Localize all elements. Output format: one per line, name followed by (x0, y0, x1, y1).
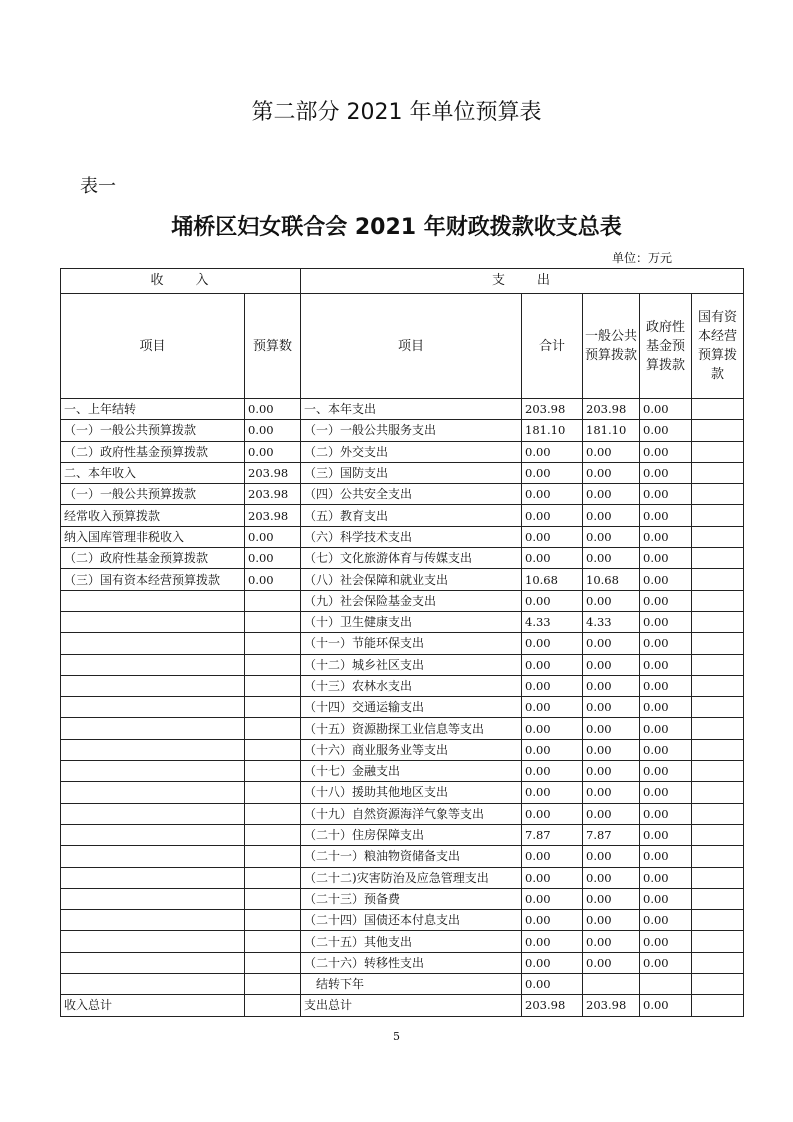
income-budget-header: 预算数 (245, 294, 301, 399)
table-row (61, 420, 744, 441)
income-item-cell (61, 718, 245, 739)
income-item-cell: （二）政府性基金预算拨款 (61, 441, 245, 462)
unit-label: 单位：万元 (612, 251, 673, 265)
general-public-cell: 0.00 (583, 462, 640, 483)
expense-group-header: 支 出 (301, 269, 744, 294)
income-budget-cell (245, 739, 301, 760)
state-capital-cell (692, 931, 744, 952)
table-row (61, 739, 744, 760)
income-item-cell (61, 739, 245, 760)
state-capital-cell (692, 675, 744, 696)
total-cell: 0.00 (522, 888, 583, 909)
total-cell: 0.00 (522, 675, 583, 696)
expense-item-header: 项目 (301, 294, 522, 399)
table-row (61, 505, 744, 526)
gov-fund-cell: 0.00 (640, 697, 692, 718)
total-cell: 0.00 (522, 697, 583, 718)
state-capital-cell (692, 633, 744, 654)
general-public-cell: 0.00 (583, 441, 640, 462)
gov-fund-cell: 0.00 (640, 548, 692, 569)
gov-fund-cell: 0.00 (640, 739, 692, 760)
table-row (61, 803, 744, 824)
total-cell: 0.00 (522, 782, 583, 803)
general-public-cell: 0.00 (583, 803, 640, 824)
expense-item-cell: （二十六）转移性支出 (301, 952, 522, 973)
general-public-cell: 0.00 (583, 505, 640, 526)
total-cell: 203.98 (522, 399, 583, 420)
expense-item-cell: （二十一）粮油物资储备支出 (301, 846, 522, 867)
expense-item-cell: （十）卫生健康支出 (301, 611, 522, 632)
expense-item-cell: （十四）交通运输支出 (301, 697, 522, 718)
general-public-cell: 0.00 (583, 526, 640, 547)
state-capital-cell (692, 739, 744, 760)
state-capital-cell (692, 569, 744, 590)
gov-fund-cell: 0.00 (640, 654, 692, 675)
expense-item-cell: （十七）金融支出 (301, 761, 522, 782)
total-cell: 0.00 (522, 505, 583, 526)
general-public-cell: 0.00 (583, 718, 640, 739)
state-capital-cell (692, 548, 744, 569)
expense-item-cell: （二十二)灾害防治及应急管理支出 (301, 867, 522, 888)
total-cell: 0.00 (522, 761, 583, 782)
gov-fund-cell: 0.00 (640, 888, 692, 909)
table-label: 表一 (80, 176, 116, 197)
income-item-cell (61, 888, 245, 909)
income-budget-cell (245, 952, 301, 973)
gov-fund-cell: 0.00 (640, 633, 692, 654)
table-row (61, 931, 744, 952)
gov-fund-cell: 0.00 (640, 505, 692, 526)
total-cell: 0.00 (522, 910, 583, 931)
gov-fund-cell: 0.00 (640, 867, 692, 888)
state-capital-cell (692, 399, 744, 420)
income-item-cell (61, 611, 245, 632)
gov-fund-cell: 0.00 (640, 803, 692, 824)
income-budget-cell (245, 931, 301, 952)
gov-fund-cell: 0.00 (640, 590, 692, 611)
income-budget-cell: 0.00 (245, 441, 301, 462)
table-row (61, 697, 744, 718)
table-row (61, 974, 744, 995)
income-item-cell (61, 867, 245, 888)
income-budget-cell (245, 974, 301, 995)
income-budget-cell: 203.98 (245, 484, 301, 505)
income-budget-cell: 203.98 (245, 505, 301, 526)
expense-item-cell: （十五）资源勘探工业信息等支出 (301, 718, 522, 739)
gov-fund-cell: 0.00 (640, 995, 692, 1016)
income-item-cell (61, 590, 245, 611)
total-cell: 0.00 (522, 803, 583, 824)
expense-item-cell: 支出总计 (301, 995, 522, 1016)
income-item-cell: 二、本年收入 (61, 462, 245, 483)
income-budget-cell (245, 590, 301, 611)
table-row (61, 888, 744, 909)
part-title: 第二部分 2021 年单位预算表 (251, 100, 542, 125)
income-budget-cell (245, 782, 301, 803)
general-public-cell: 181.10 (583, 420, 640, 441)
income-item-cell (61, 931, 245, 952)
state-capital-cell (692, 761, 744, 782)
table-row (61, 761, 744, 782)
general-public-cell: 10.68 (583, 569, 640, 590)
table-row (61, 633, 744, 654)
state-capital-cell (692, 526, 744, 547)
table-title: 埇桥区妇女联合会 2021 年财政拨款收支总表 (171, 215, 622, 240)
table-row (61, 654, 744, 675)
expense-item-cell: （八）社会保障和就业支出 (301, 569, 522, 590)
state-capital-cell (692, 824, 744, 845)
page-number: 5 (393, 1030, 400, 1043)
state-capital-cell (692, 888, 744, 909)
total-cell: 7.87 (522, 824, 583, 845)
general-public-cell: 203.98 (583, 995, 640, 1016)
state-capital-cell (692, 611, 744, 632)
income-budget-cell: 0.00 (245, 569, 301, 590)
table-row (61, 867, 744, 888)
total-cell: 4.33 (522, 611, 583, 632)
total-cell: 0.00 (522, 548, 583, 569)
state-capital-cell (692, 803, 744, 824)
general-public-cell: 0.00 (583, 548, 640, 569)
state-capital-cell (692, 974, 744, 995)
total-cell: 0.00 (522, 867, 583, 888)
income-budget-cell (245, 910, 301, 931)
total-cell: 0.00 (522, 484, 583, 505)
state-capital-cell (692, 782, 744, 803)
gov-fund-cell (640, 974, 692, 995)
gov-fund-cell: 0.00 (640, 846, 692, 867)
state-capital-cell (692, 995, 744, 1016)
gov-fund-cell: 0.00 (640, 484, 692, 505)
table-row (61, 846, 744, 867)
general-public-cell: 0.00 (583, 633, 640, 654)
income-budget-cell (245, 803, 301, 824)
total-cell: 0.00 (522, 654, 583, 675)
gov-fund-cell: 0.00 (640, 952, 692, 973)
income-budget-cell (245, 611, 301, 632)
table-row (61, 569, 744, 590)
gov-fund-cell: 0.00 (640, 569, 692, 590)
income-budget-cell (245, 846, 301, 867)
expense-item-cell: （二十）住房保障支出 (301, 824, 522, 845)
expense-item-cell: （十一）节能环保支出 (301, 633, 522, 654)
expense-item-cell: （二）外交支出 (301, 441, 522, 462)
gov-fund-cell: 0.00 (640, 824, 692, 845)
income-budget-cell: 203.98 (245, 462, 301, 483)
income-item-cell: （二）政府性基金预算拨款 (61, 548, 245, 569)
income-item-cell: 经常收入预算拨款 (61, 505, 245, 526)
expense-item-cell: （十三）农林水支出 (301, 675, 522, 696)
total-cell: 0.00 (522, 974, 583, 995)
total-header: 合计 (522, 294, 583, 399)
expense-item-cell: （三）国防支出 (301, 462, 522, 483)
gov-fund-cell: 0.00 (640, 441, 692, 462)
gov-fund-cell: 0.00 (640, 718, 692, 739)
state-capital-cell (692, 441, 744, 462)
table-row (61, 952, 744, 973)
general-public-cell: 0.00 (583, 761, 640, 782)
gov-fund-header: 政府性基金预算拨款 (640, 294, 692, 399)
budget-table (60, 268, 744, 1017)
gov-fund-cell: 0.00 (640, 761, 692, 782)
income-item-cell: 收入总计 (61, 995, 245, 1016)
income-budget-cell (245, 697, 301, 718)
state-capital-header: 国有资本经营预算拨款 (692, 294, 744, 399)
general-public-cell: 203.98 (583, 399, 640, 420)
general-public-cell: 0.00 (583, 675, 640, 696)
income-group-header: 收 入 (61, 269, 301, 294)
income-item-cell (61, 824, 245, 845)
total-cell: 203.98 (522, 995, 583, 1016)
table-row (61, 590, 744, 611)
state-capital-cell (692, 867, 744, 888)
income-item-cell (61, 697, 245, 718)
expense-item-cell: （五）教育支出 (301, 505, 522, 526)
gov-fund-cell: 0.00 (640, 420, 692, 441)
general-public-cell: 0.00 (583, 888, 640, 909)
general-public-cell: 0.00 (583, 952, 640, 973)
gov-fund-cell: 0.00 (640, 611, 692, 632)
total-cell: 0.00 (522, 718, 583, 739)
header-group-row (61, 269, 744, 294)
expense-item-cell: （六）科学技术支出 (301, 526, 522, 547)
income-item-cell (61, 910, 245, 931)
general-public-cell: 0.00 (583, 484, 640, 505)
table-row (61, 526, 744, 547)
header-column-row (61, 294, 744, 399)
table-row (61, 675, 744, 696)
state-capital-cell (692, 910, 744, 931)
total-cell: 0.00 (522, 952, 583, 973)
general-public-cell: 0.00 (583, 590, 640, 611)
income-item-cell (61, 654, 245, 675)
income-budget-cell (245, 718, 301, 739)
table-row (61, 399, 744, 420)
income-item-cell (61, 633, 245, 654)
expense-item-cell: 一、本年支出 (301, 399, 522, 420)
expense-item-cell: 结转下年 (301, 974, 522, 995)
expense-item-cell: （七）文化旅游体育与传媒支出 (301, 548, 522, 569)
income-item-cell: 纳入国库管理非税收入 (61, 526, 245, 547)
table-row (61, 441, 744, 462)
general-public-cell: 0.00 (583, 846, 640, 867)
income-item-cell: （一）一般公共预算拨款 (61, 484, 245, 505)
income-budget-cell (245, 824, 301, 845)
gov-fund-cell: 0.00 (640, 675, 692, 696)
income-item-cell (61, 782, 245, 803)
expense-item-cell: （四）公共安全支出 (301, 484, 522, 505)
table-row (61, 548, 744, 569)
gov-fund-cell: 0.00 (640, 931, 692, 952)
gov-fund-cell: 0.00 (640, 910, 692, 931)
income-budget-cell (245, 867, 301, 888)
general-public-cell: 0.00 (583, 782, 640, 803)
general-public-cell: 0.00 (583, 654, 640, 675)
total-cell: 0.00 (522, 526, 583, 547)
general-public-cell: 0.00 (583, 910, 640, 931)
general-public-cell: 0.00 (583, 931, 640, 952)
general-public-cell: 4.33 (583, 611, 640, 632)
table-row (61, 718, 744, 739)
income-budget-cell (245, 675, 301, 696)
total-cell: 0.00 (522, 739, 583, 760)
general-public-header: 一般公共预算拨款 (583, 294, 640, 399)
income-item-cell: 一、上年结转 (61, 399, 245, 420)
table-row (61, 611, 744, 632)
income-budget-cell (245, 654, 301, 675)
general-public-cell: 0.00 (583, 739, 640, 760)
total-cell: 0.00 (522, 590, 583, 611)
income-item-cell (61, 846, 245, 867)
expense-item-cell: （十八）援助其他地区支出 (301, 782, 522, 803)
expense-item-cell: （十六）商业服务业等支出 (301, 739, 522, 760)
gov-fund-cell: 0.00 (640, 526, 692, 547)
income-item-cell (61, 761, 245, 782)
total-cell: 181.10 (522, 420, 583, 441)
state-capital-cell (692, 462, 744, 483)
income-budget-cell (245, 995, 301, 1016)
table-row (61, 782, 744, 803)
income-budget-cell: 0.00 (245, 526, 301, 547)
income-item-header: 项目 (61, 294, 245, 399)
total-cell: 0.00 (522, 633, 583, 654)
income-budget-cell: 0.00 (245, 420, 301, 441)
income-item-cell (61, 952, 245, 973)
state-capital-cell (692, 420, 744, 441)
state-capital-cell (692, 846, 744, 867)
gov-fund-cell: 0.00 (640, 462, 692, 483)
income-budget-cell (245, 633, 301, 654)
state-capital-cell (692, 718, 744, 739)
state-capital-cell (692, 654, 744, 675)
table-row (61, 995, 744, 1016)
expense-item-cell: （九）社会保险基金支出 (301, 590, 522, 611)
total-cell: 0.00 (522, 931, 583, 952)
table-row (61, 462, 744, 483)
total-cell: 0.00 (522, 846, 583, 867)
gov-fund-cell: 0.00 (640, 782, 692, 803)
total-cell: 0.00 (522, 462, 583, 483)
income-item-cell (61, 803, 245, 824)
expense-item-cell: （一）一般公共服务支出 (301, 420, 522, 441)
general-public-cell: 0.00 (583, 697, 640, 718)
expense-item-cell: （二十四）国债还本付息支出 (301, 910, 522, 931)
state-capital-cell (692, 697, 744, 718)
table-row (61, 910, 744, 931)
state-capital-cell (692, 590, 744, 611)
income-item-cell (61, 974, 245, 995)
general-public-cell (583, 974, 640, 995)
general-public-cell: 7.87 (583, 824, 640, 845)
income-item-cell: （一）一般公共预算拨款 (61, 420, 245, 441)
expense-item-cell: （十二）城乡社区支出 (301, 654, 522, 675)
total-cell: 10.68 (522, 569, 583, 590)
income-budget-cell (245, 761, 301, 782)
state-capital-cell (692, 952, 744, 973)
expense-item-cell: （二十五）其他支出 (301, 931, 522, 952)
expense-item-cell: （二十三）预备费 (301, 888, 522, 909)
gov-fund-cell: 0.00 (640, 399, 692, 420)
table-row (61, 824, 744, 845)
state-capital-cell (692, 484, 744, 505)
income-item-cell: （三）国有资本经营预算拨款 (61, 569, 245, 590)
income-budget-cell: 0.00 (245, 548, 301, 569)
income-item-cell (61, 675, 245, 696)
income-budget-cell: 0.00 (245, 399, 301, 420)
table-row (61, 484, 744, 505)
state-capital-cell (692, 505, 744, 526)
income-budget-cell (245, 888, 301, 909)
total-cell: 0.00 (522, 441, 583, 462)
general-public-cell: 0.00 (583, 867, 640, 888)
expense-item-cell: （十九）自然资源海洋气象等支出 (301, 803, 522, 824)
